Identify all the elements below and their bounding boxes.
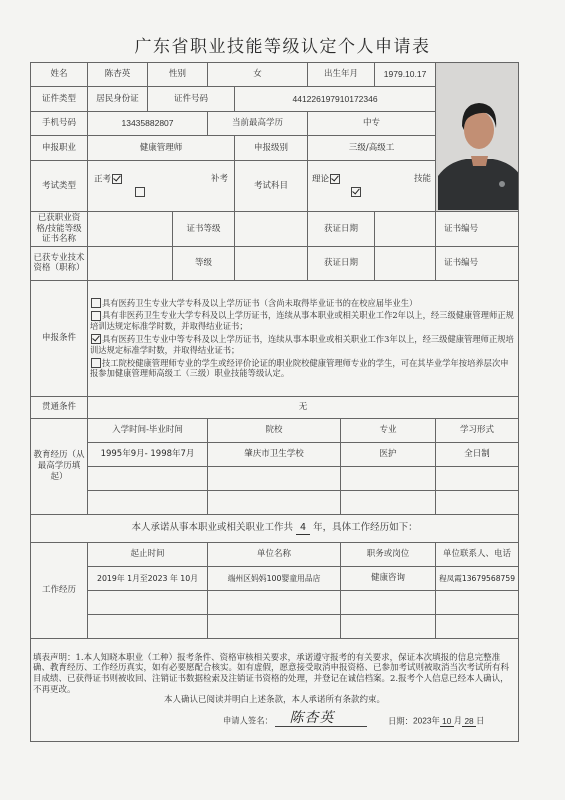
condition-checkbox[interactable] [91, 334, 101, 344]
edu-empty-cell [341, 466, 436, 490]
exam-type-label: 考试类型 [31, 160, 88, 211]
work-empty-cell [341, 614, 436, 638]
work-header-position: 职务或岗位 [341, 542, 436, 566]
edu-empty-cell [436, 466, 519, 490]
subject-theory-label: 理论 [312, 174, 330, 185]
condition-item[interactable] [90, 334, 516, 356]
work-empty-cell [436, 614, 519, 638]
condition-checkbox[interactable] [91, 298, 101, 308]
cert-row1-name [88, 212, 173, 247]
edu-value: 中专 [308, 111, 436, 135]
declaration [31, 638, 519, 741]
phone-value: 13435882807 [88, 111, 208, 135]
work-pledge [31, 514, 519, 542]
edu-header-school: 院校 [208, 418, 341, 442]
condition-text: 具有医药卫生专业大学专科及以上学历证书（含尚未取得毕业证书的在校应届毕业生） [102, 297, 418, 308]
subject-theory-option[interactable] [312, 174, 341, 185]
consistent-value: 无 [88, 396, 519, 418]
signature-field[interactable] [275, 710, 367, 727]
work-empty-cell [88, 614, 208, 638]
work-header-period: 起止时间 [88, 542, 208, 566]
signature-row [33, 710, 516, 727]
level-label: 申报级别 [235, 136, 308, 160]
job-label: 申报职业 [31, 136, 88, 160]
date-label: 日期： [388, 715, 413, 726]
applicant-photo [438, 64, 519, 210]
exam-retake-option[interactable] [211, 174, 228, 185]
condition-text: 具有非医药卫生专业大学专科及以上学历证书，连续从事本职业或相关职业工作2年以上，经三级健康管理师正规培训达规定标准学时数，并取得结业证书； [90, 310, 514, 332]
condition-item[interactable] [90, 310, 516, 332]
name-label: 姓名 [31, 63, 88, 87]
condition-text: 技工院校健康管理师专业的学生或经评价论证的职业院校健康管理师专业的学生，可在其毕业学年按培养层次申报参加健康管理师高级工（三级）职业技能等级认定。 [90, 357, 509, 379]
form-table [30, 62, 519, 742]
work-position: 健康咨询 [341, 566, 436, 590]
edu-header-mode: 学习形式 [436, 418, 519, 442]
work-label: 工作经历 [31, 542, 88, 638]
edu-empty-cell [436, 490, 519, 514]
cert-row2-label: 已获专业技术资格（职称） [31, 246, 88, 280]
cert-row1-number-cell [436, 212, 519, 247]
birth-label: 出生年月 [308, 63, 375, 87]
cert-row1-number-label: 证书编号 [444, 223, 479, 234]
education-label: 教育经历（从最高学历填起） [31, 418, 88, 514]
exam-formal-checkbox[interactable] [112, 174, 122, 184]
level-value: 三级/高级工 [308, 136, 436, 160]
edu-empty-cell [88, 466, 208, 490]
work-header-company: 单位名称 [208, 542, 341, 566]
subject-theory-checkbox[interactable] [330, 174, 340, 184]
exam-retake-label: 补考 [211, 173, 229, 184]
subject-skill-checkbox[interactable] [351, 187, 361, 197]
work-years: 4 [296, 522, 310, 535]
consistent-label: 贯通条件 [31, 396, 88, 418]
exam-subject-label: 考试科目 [235, 160, 308, 211]
date-day: 28 [462, 716, 476, 727]
exam-subject-options [308, 160, 436, 211]
edu-header-period: 入学时间-毕业时间 [88, 418, 208, 442]
work-empty-cell [208, 614, 341, 638]
exam-retake-checkbox[interactable] [135, 187, 145, 197]
condition-checkbox[interactable] [91, 311, 101, 321]
date-year: 2023年 [412, 715, 440, 726]
idtype-label: 证件类型 [31, 87, 88, 111]
cert-row1-date-label: 获证日期 [308, 212, 375, 247]
conditions-list [88, 280, 519, 396]
name-value: 陈杏英 [88, 63, 148, 87]
month-suffix: 月 [453, 715, 463, 726]
work-pledge-post: 年，具体工作经历如下： [313, 521, 418, 533]
edu-major: 医护 [341, 442, 436, 466]
cert-row1-level-label: 证书等级 [173, 212, 235, 247]
day-suffix: 日 [476, 715, 485, 726]
edu-mode: 全日制 [436, 442, 519, 466]
gender-label: 性别 [148, 63, 208, 87]
photo-cell [436, 63, 519, 212]
cert-row1-label: 已获职业资格/技能等级证书名称 [31, 212, 88, 247]
work-empty-cell [208, 590, 341, 614]
work-header-contact: 单位联系人、电话 [436, 542, 519, 566]
idno-value: 441226197910172346 [235, 87, 436, 111]
subject-skill-option[interactable] [414, 174, 431, 185]
cert-row2-name [88, 246, 173, 280]
cert-row2-number-label: 证书编号 [444, 258, 479, 269]
subject-skill-label: 技能 [414, 173, 432, 184]
work-company: 端州区妈妈100婴童用品店 [208, 566, 341, 590]
work-contact: 程凤霞13679568759 [436, 566, 519, 590]
cert-row2-date [375, 246, 436, 280]
edu-school: 肇庆市卫生学校 [208, 442, 341, 466]
cert-row2-date-label: 获证日期 [308, 246, 375, 280]
edu-empty-cell [341, 490, 436, 514]
birth-value: 1979.10.17 [375, 63, 436, 87]
exam-formal-label: 正考 [94, 174, 112, 185]
condition-item[interactable] [90, 358, 516, 380]
form-title: 广东省职业技能等级认定个人申请表 [134, 37, 431, 57]
edu-empty-cell [208, 466, 341, 490]
exam-formal-option[interactable] [94, 174, 123, 185]
gender-value: 女 [208, 63, 308, 87]
conditions-label: 申报条件 [31, 280, 88, 396]
exam-type-options [88, 160, 235, 211]
work-empty-cell [436, 590, 519, 614]
job-value: 健康管理师 [88, 136, 235, 160]
edu-period: 1995年9月- 1998年7月 [88, 442, 208, 466]
handwritten-signature: 陈杏英 [289, 709, 335, 726]
declaration-text: 填表声明：1.本人知晓本职业（工种）报考条件、资格审核相关要求，承诺遵守报考的有关要求，保证本次填报的信息完整准确、教育经历、工作经历真实，如有必要愿配合核实。如有虚假，愿意接受取消申报资格、已参加考试则被取消当次考试所有科目成绩、已获得证书则被收回、注销证书数据检索及注销证书资格的处理，并登记在诚信档案。2.报考个人信息已经本人确认，不再更改。 [33, 652, 510, 695]
phone-label: 手机号码 [31, 111, 88, 135]
work-empty-cell [341, 590, 436, 614]
work-empty-cell [88, 590, 208, 614]
cert-row1-level [235, 212, 308, 247]
work-period: 2019年 1月至2023 年 10月 [88, 566, 208, 590]
edu-empty-cell [208, 490, 341, 514]
declaration-confirm: 本人确认已阅读并明白上述条款，本人承诺所有条款约束。 [164, 695, 386, 706]
work-pledge-pre: 本人承诺从事本职业或相关职业工作共 [131, 521, 293, 533]
condition-text: 具有医药卫生专业中等专科及以上学历证书，连续从事本职业或相关职业工作3年以上，经三级健康管理师正规培训达规定标准学时数，并取得结业证书； [90, 333, 514, 355]
edu-header-major: 专业 [341, 418, 436, 442]
date-month: 10 [440, 716, 454, 727]
edu-empty-cell [88, 490, 208, 514]
cert-row1-date [375, 212, 436, 247]
cert-row2-level [235, 246, 308, 280]
idno-label: 证件号码 [148, 87, 235, 111]
cert-row2-level-label: 等级 [173, 246, 235, 280]
condition-item[interactable] [90, 298, 516, 309]
edu-label: 当前最高学历 [208, 111, 308, 135]
idtype-value: 居民身份证 [88, 87, 148, 111]
condition-checkbox[interactable] [91, 358, 101, 368]
cert-row2-number-cell [436, 246, 519, 280]
signature-label: 申请人签名： [223, 715, 273, 726]
